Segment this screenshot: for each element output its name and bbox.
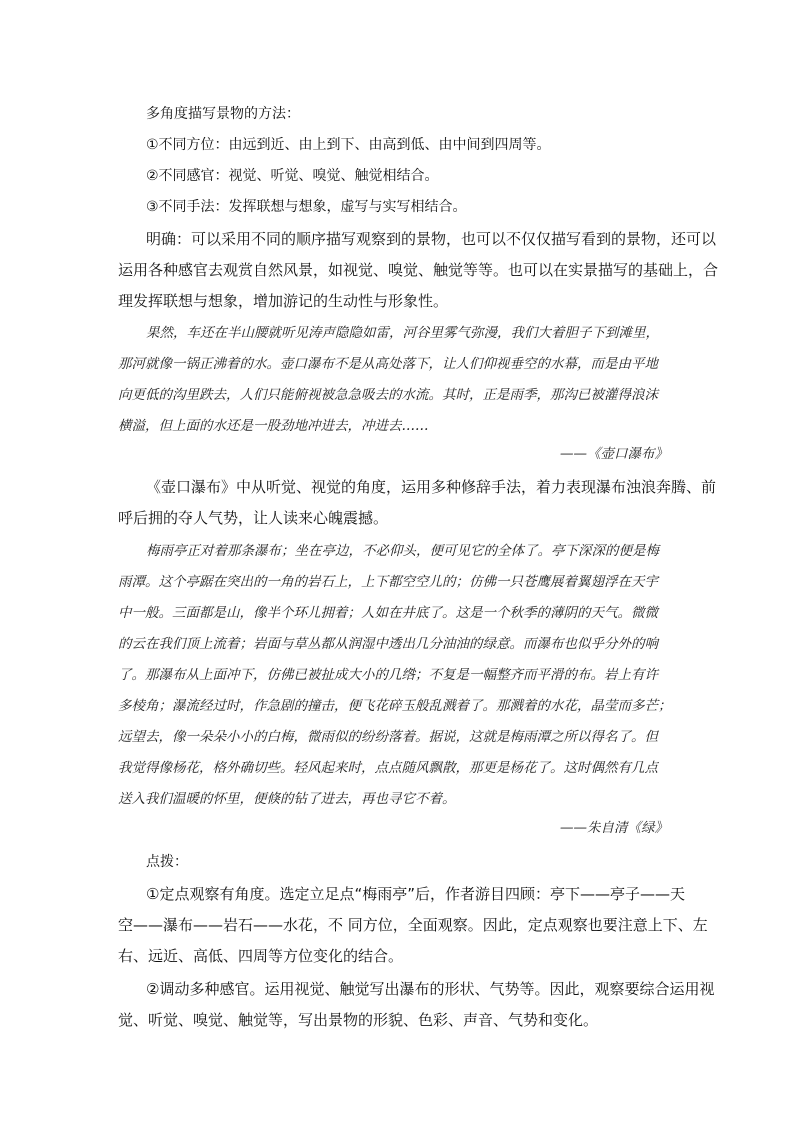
excerpt-lv-source: ——朱自清《绿》 [560, 820, 668, 836]
explanation-paragraph: 明确：可以采用不同的顺序描写观察到的景物，也可以不仅仅描写看到的景物，还可以 运用各种感官去观赏自然风景，如视觉、嗅觉、触觉等等。也可以在实景描写的基础上，合 理发挥联想与想象，增加游记的生动性与形象性。 [118, 230, 719, 310]
methods-item-1: ①不同方位：由远到近、由上到下、由高到低、由中间到四周等。 [146, 137, 551, 153]
tips-title: 点拨： [146, 854, 188, 870]
excerpt-hukou-source: ——《壶口瀑布》 [560, 446, 668, 462]
analysis-hukou: 《壶口瀑布》中从听觉、视觉的角度，运用多种修辞手法，着力表现瀑布浊浪奔腾、前 呼后拥的夺人气势，让人读来心魄震撼。 [118, 478, 717, 527]
excerpt-hukou: 果然，车还在半山腰就听见涛声隐隐如雷，河谷里雾气弥漫，我们大着胆子下到滩里， 那河就像一锅正沸着的水。壶口瀑布不是从高处落下，让人们仰视垂空的水幕，而是由平地 向更低的沟里跌去，人们只能俯视被急急吸去的水流。其时，正是雨季，那沟已被灌得浪沫 横溢，但上面的水还是一股劲地冲进去，冲进去…… [118, 325, 659, 434]
tips-item-1: ①定点观察有角度。选定立足点“梅雨亭”后，作者游目四顾：亭下——亭子——天 空——瀑布——岩石——水花，不 同方位，全面观察。因此，定点观察也要注意上下、左 右、远近、高低、四周等方位变化的结合。 [118, 885, 708, 965]
methods-item-3: ③不同手法：发挥联想与想象，虚写与实写相结合。 [146, 199, 467, 215]
tips-item-2: ②调动多种感官。运用视觉、触觉写出瀑布的形状、气势等。因此，观察要综合运用视 觉、听觉、嗅觉、触觉等，写出景物的形貌、色彩、声音、气势和变化。 [118, 980, 715, 1029]
methods-item-2: ②不同感官：视觉、听觉、嗅觉、触觉相结合。 [146, 168, 439, 184]
excerpt-lv: 梅雨亭正对着那条瀑布；坐在亭边，不必仰头，便可见它的全体了。亭下深深的便是梅 雨潭。这个亭踞在突出的一角的岩石上，上下都空空儿的；仿佛一只苍鹰展着翼翅浮在天宇 中一般。三面都是山，像半个环儿拥着；人如在井底了。这是一个秋季的薄阴的天气。微微 的云在我们顶上流着；岩面与草丛都从润湿中透出几分油油的绿意。而瀑布也似乎分外的响 了。那瀑布从上面冲下，仿佛已被扯成大小的几绺；不复是一幅整齐而平滑的布。岩上有许 多棱角；瀑流经过时，作急剧的撞击，便飞花碎玉般乱溅着了。那溅着的水花，晶莹而多芒； 远望去，像一朵朵小小的白梅，微雨似的纷纷落着。据说，这就是梅雨潭之所以得名了。但 我觉得像杨花，格外确切些。轻风起来时，点点随风飘散，那更是杨花了。这时偶然有几点 送入我们温暖的怀里，便倏的钻了进去，再也寻它不着。 [118, 543, 672, 807]
methods-title: 多角度描写景物的方法： [146, 106, 300, 122]
